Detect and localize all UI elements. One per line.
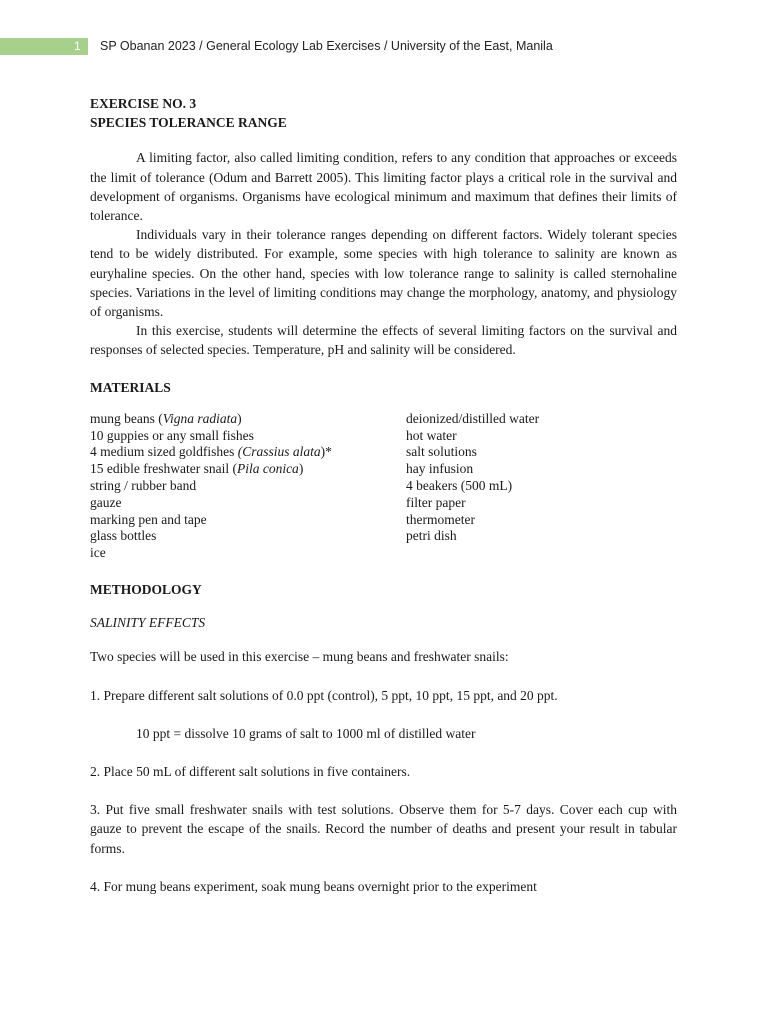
- page-number: 1: [74, 39, 81, 53]
- materials-heading: MATERIALS: [90, 379, 171, 395]
- species-name: Vigna radiata: [162, 410, 238, 426]
- exercise-title: SPECIES TOLERANCE RANGE: [90, 115, 287, 131]
- methodology-intro: Two species will be used in this exercise – mung beans and freshwater snails:: [90, 649, 509, 665]
- material-item: 4 beakers (500 mL): [406, 478, 513, 494]
- material-item: salt solutions: [406, 444, 477, 460]
- material-item: [90, 411, 406, 428]
- material-item: petri dish: [406, 528, 457, 544]
- material-item: filter paper: [406, 494, 466, 510]
- material-text: )*: [320, 444, 332, 460]
- exercise-number: EXERCISE NO. 3: [90, 96, 197, 111]
- material-item: [90, 528, 406, 545]
- step-1: 1. Prepare different salt solutions of 0.0 ppt (control), 5 ppt, 10 ppt, 15 ppt, and 20 ppt.: [90, 687, 558, 703]
- step-2: 2. Place 50 mL of different salt solutions in five containers.: [90, 764, 411, 780]
- material-text: string / rubber band: [90, 478, 197, 494]
- material-item: [90, 428, 406, 445]
- document-body: [90, 94, 677, 915]
- material-item: deionized/distilled water: [406, 410, 540, 426]
- material-item: [90, 444, 406, 461]
- intro-paragraph: In this exercise, students will determine the effects of several limiting factors on the survival and responses of selected species. Temperature, pH and salinity will be considered.: [90, 323, 677, 358]
- intro-paragraph: A limiting factor, also called limiting condition, refers to any condition that approaches or exceeds the limit of tolerance (Odum and Barrett 2005). This limiting factor plays a critical role in the survival and development of organisms. Organisms have ecological minimum and maximum that defines their limits of tolerance.: [90, 150, 677, 224]
- species-name: (Crassius alata: [237, 444, 321, 460]
- material-text: 15 edible freshwater snail (: [90, 461, 237, 477]
- material-item: [90, 545, 406, 562]
- step-4: 4. For mung beans experiment, soak mung beans overnight prior to the experiment: [90, 878, 537, 894]
- step-3: 3. Put five small freshwater snails with test solutions. Observe them for 5-7 days. Cover each cup with gauze to prevent the escape of the snails. Record the number of deaths and present your result in tabular forms.: [90, 802, 677, 856]
- material-text: glass bottles: [90, 528, 157, 544]
- material-text: marking pen and tape: [90, 511, 207, 527]
- material-item: hot water: [406, 427, 457, 443]
- material-item: thermometer: [406, 511, 475, 527]
- material-item: [90, 461, 406, 478]
- material-text: ): [298, 461, 304, 477]
- ppt-formula: 10 ppt = dissolve 10 grams of salt to 1000 ml of distilled water: [136, 725, 476, 741]
- material-item: [90, 478, 406, 495]
- material-text: 4 medium sized goldfishes: [90, 444, 238, 460]
- material-text: gauze: [90, 494, 122, 510]
- material-item: [90, 495, 406, 512]
- species-name: Pila conica: [236, 461, 299, 477]
- material-item: [90, 512, 406, 529]
- materials-list: [90, 411, 677, 562]
- running-header: SP Obanan 2023 / General Ecology Lab Exercises / University of the East, Manila: [100, 39, 553, 53]
- material-text: mung beans (: [90, 410, 163, 426]
- materials-column-left: [90, 411, 406, 562]
- intro-paragraph: Individuals vary in their tolerance ranges depending on different factors. Widely tolerant species tend to be widely distributed. For example, some species with high tolerance to salinity are known as euryhaline species. On the other hand, species with low tolerance range to salinity is called sternohaline species. Variations in the level of limiting conditions may change the morphology, anatomy, and physiology of organisms.: [90, 227, 677, 320]
- salinity-effects-subheading: SALINITY EFFECTS: [90, 615, 206, 631]
- material-text: 10 guppies or any small fishes: [90, 427, 254, 443]
- material-text: ice: [90, 545, 106, 561]
- materials-column-right: [406, 411, 677, 562]
- methodology-heading: METHODOLOGY: [90, 582, 202, 598]
- material-text: ): [237, 410, 242, 426]
- material-item: hay infusion: [406, 461, 474, 477]
